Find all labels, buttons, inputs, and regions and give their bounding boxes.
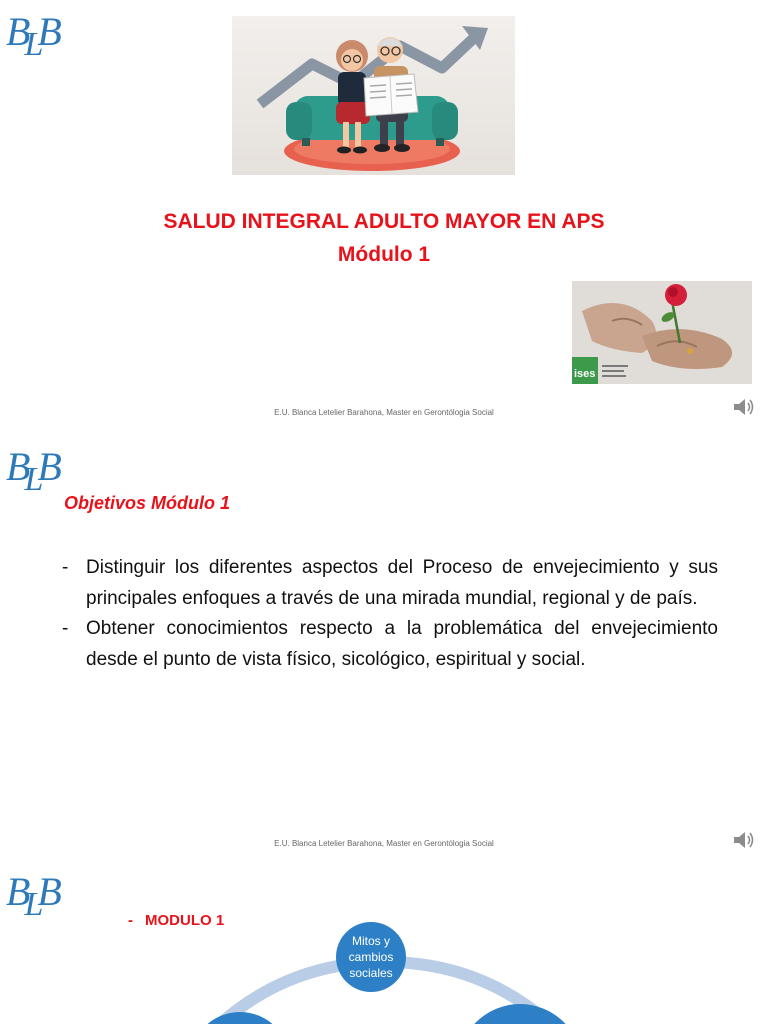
- diagram-node-mitos: [336, 922, 406, 992]
- objectives-heading: Objetivos Módulo 1: [64, 493, 231, 513]
- slide-title: [0, 0, 768, 420]
- presentation-title: SALUD INTEGRAL ADULTO MAYOR EN APS: [163, 210, 605, 233]
- speaker-icon[interactable]: [732, 396, 756, 418]
- objective-item: - Obtener conocimientos respecto a la problemática del envejecimiento desde el punto de vista físico, sicológico, espiritual y social.: [62, 614, 718, 675]
- blb-logo: $B_LB$: [6, 869, 56, 923]
- slide-objectives: [0, 435, 768, 855]
- slide2-footer: E.U. Blanca Letelier Barahona, Master en Gerontólogia Social: [274, 839, 494, 848]
- module-label-text: MODULO 1: [145, 912, 225, 929]
- slide-module-diagram: [0, 858, 768, 1024]
- objectives-list: [62, 553, 718, 675]
- objective-item: - Distinguir los diferentes aspectos del Proceso de envejecimiento y sus principales enfoques a través de una mirada mundial, regional y de país.: [62, 553, 718, 614]
- speaker-icon[interactable]: [732, 829, 756, 851]
- module-label: [128, 912, 224, 929]
- presentation-subtitle: Módulo 1: [337, 243, 431, 266]
- diagram-node-label: Mitos y cambios sociales: [348, 934, 394, 980]
- slide1-footer: E.U. Blanca Letelier Barahona, Master en Gerontólogia Social: [274, 408, 494, 417]
- hands-rose-photo: [572, 281, 752, 384]
- module-label-dash: -: [128, 912, 133, 929]
- blb-logo: $B_LB$: [6, 9, 56, 63]
- ises-badge-text: ises: [574, 368, 596, 380]
- elderly-couple-illustration: [232, 16, 515, 175]
- blb-logo: $B_LB$: [6, 444, 56, 498]
